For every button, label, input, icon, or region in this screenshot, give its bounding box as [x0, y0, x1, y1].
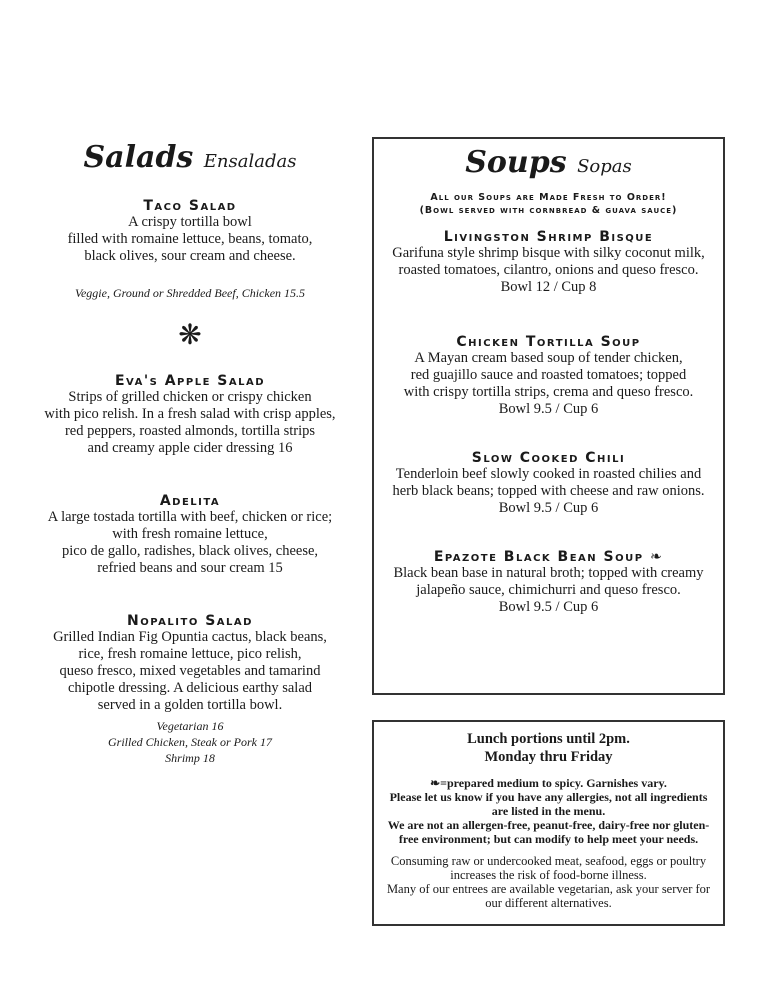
soups-title: Soups Sopas	[465, 145, 632, 180]
menu-item: Adelita A large tostada tortilla with beef, chicken or rice; with fresh romaine lettuce, pico de gallo, radishes, black olives, cheese, refried beans and sour cream 15	[47, 493, 333, 576]
menu-item: Epazote Black Bean Soup ❧ Black bean base in natural broth; topped with creamy jalapeño sauce, chimichurri and queso fresco. Bowl 9.5 / Cup 6	[393, 549, 704, 615]
menu-item: Livingston Shrimp Bisque Garifuna style shrimp bisque with silky coconut milk, roasted tomatoes, cilantro, onions and queso fresco. Bowl 12 / Cup 8	[392, 229, 705, 295]
notes-box: Lunch portions until 2pm. Monday thru Friday ❧=prepared medium to spicy. Garnishes vary. Please let us know if you have any allergies, not all ingredients are listed in the menu. We are not an allergen-free, peanut-free, dairy-free nor gluten- free environment; but can modify to help meet your needs. Consuming raw or undercooked meat, seafood, eggs or poultry increases the risk of food-borne illness. Many of our entrees are available vegetarian, ask your server for our different alternatives.	[372, 720, 725, 926]
salads-section	[20, 140, 360, 766]
menu-item: Eva's Apple Salad Strips of grilled chicken or crispy chicken with pico relish. In a fresh salad with crisp apples, red peppers, roasted almonds, tortilla strips and creamy apple cider dressing 16	[44, 373, 336, 456]
salads-title: Salads Ensaladas	[83, 140, 297, 175]
menu-item: Taco Salad A crispy tortilla bowl filled with romaine lettuce, beans, tomato, black olives, sour cream and cheese. Veggie, Ground or Shredded Beef, Chicken 15.5	[20, 198, 360, 301]
soups-section: Soups Sopas All our Soups are Made Fresh to Order! (Bowl served with cornbread & guava sauce) Livingston Shrimp Bisque Garifuna style shrimp bisque with silky coconut milk, roasted tomatoes, cilantro, onions and queso fresco. Bowl 12 / Cup 8 Chicken Tortilla Soup A Mayan cream based soup of tender chicken, red guajillo sauce and roasted tomatoes; topped with crispy tortilla strips, crema and queso fresco. Bowl 9.5 / Cup 6 Slow Cooked Chili Tenderloin beef slowly cooked in roasted chilies and herb black beans; topped with cheese and raw onions. Bowl 9.5 / Cup 6 Epazote Black Bean Soup ❧ Black bean base in natural broth; topped with creamy jalapeño sauce, chimichurri and queso fresco. Bowl 9.5 / Cup 6	[372, 137, 725, 695]
menu-item: Slow Cooked Chili Tenderloin beef slowly cooked in roasted chilies and herb black beans; topped with cheese and raw onions. Bowl 9.5 / Cup 6	[392, 450, 705, 516]
item-name: Taco Salad	[143, 198, 237, 214]
menu-item: Nopalito Salad Grilled Indian Fig Opuntia cactus, black beans, rice, fresh romaine lettuce, pico relish, queso fresco, mixed vegetables and tamarind chipotle dressing. A delicious earthy salad served in a golden tortilla bowl. Vegetarian 16 Grilled Chicken, Steak or Pork 17 Shrimp 18	[53, 613, 327, 765]
ornament-icon: ❋	[178, 320, 202, 351]
menu-item: Chicken Tortilla Soup A Mayan cream based soup of tender chicken, red guajillo sauce and roasted tomatoes; topped with crispy tortilla strips, crema and queso fresco. Bowl 9.5 / Cup 6	[403, 334, 694, 417]
